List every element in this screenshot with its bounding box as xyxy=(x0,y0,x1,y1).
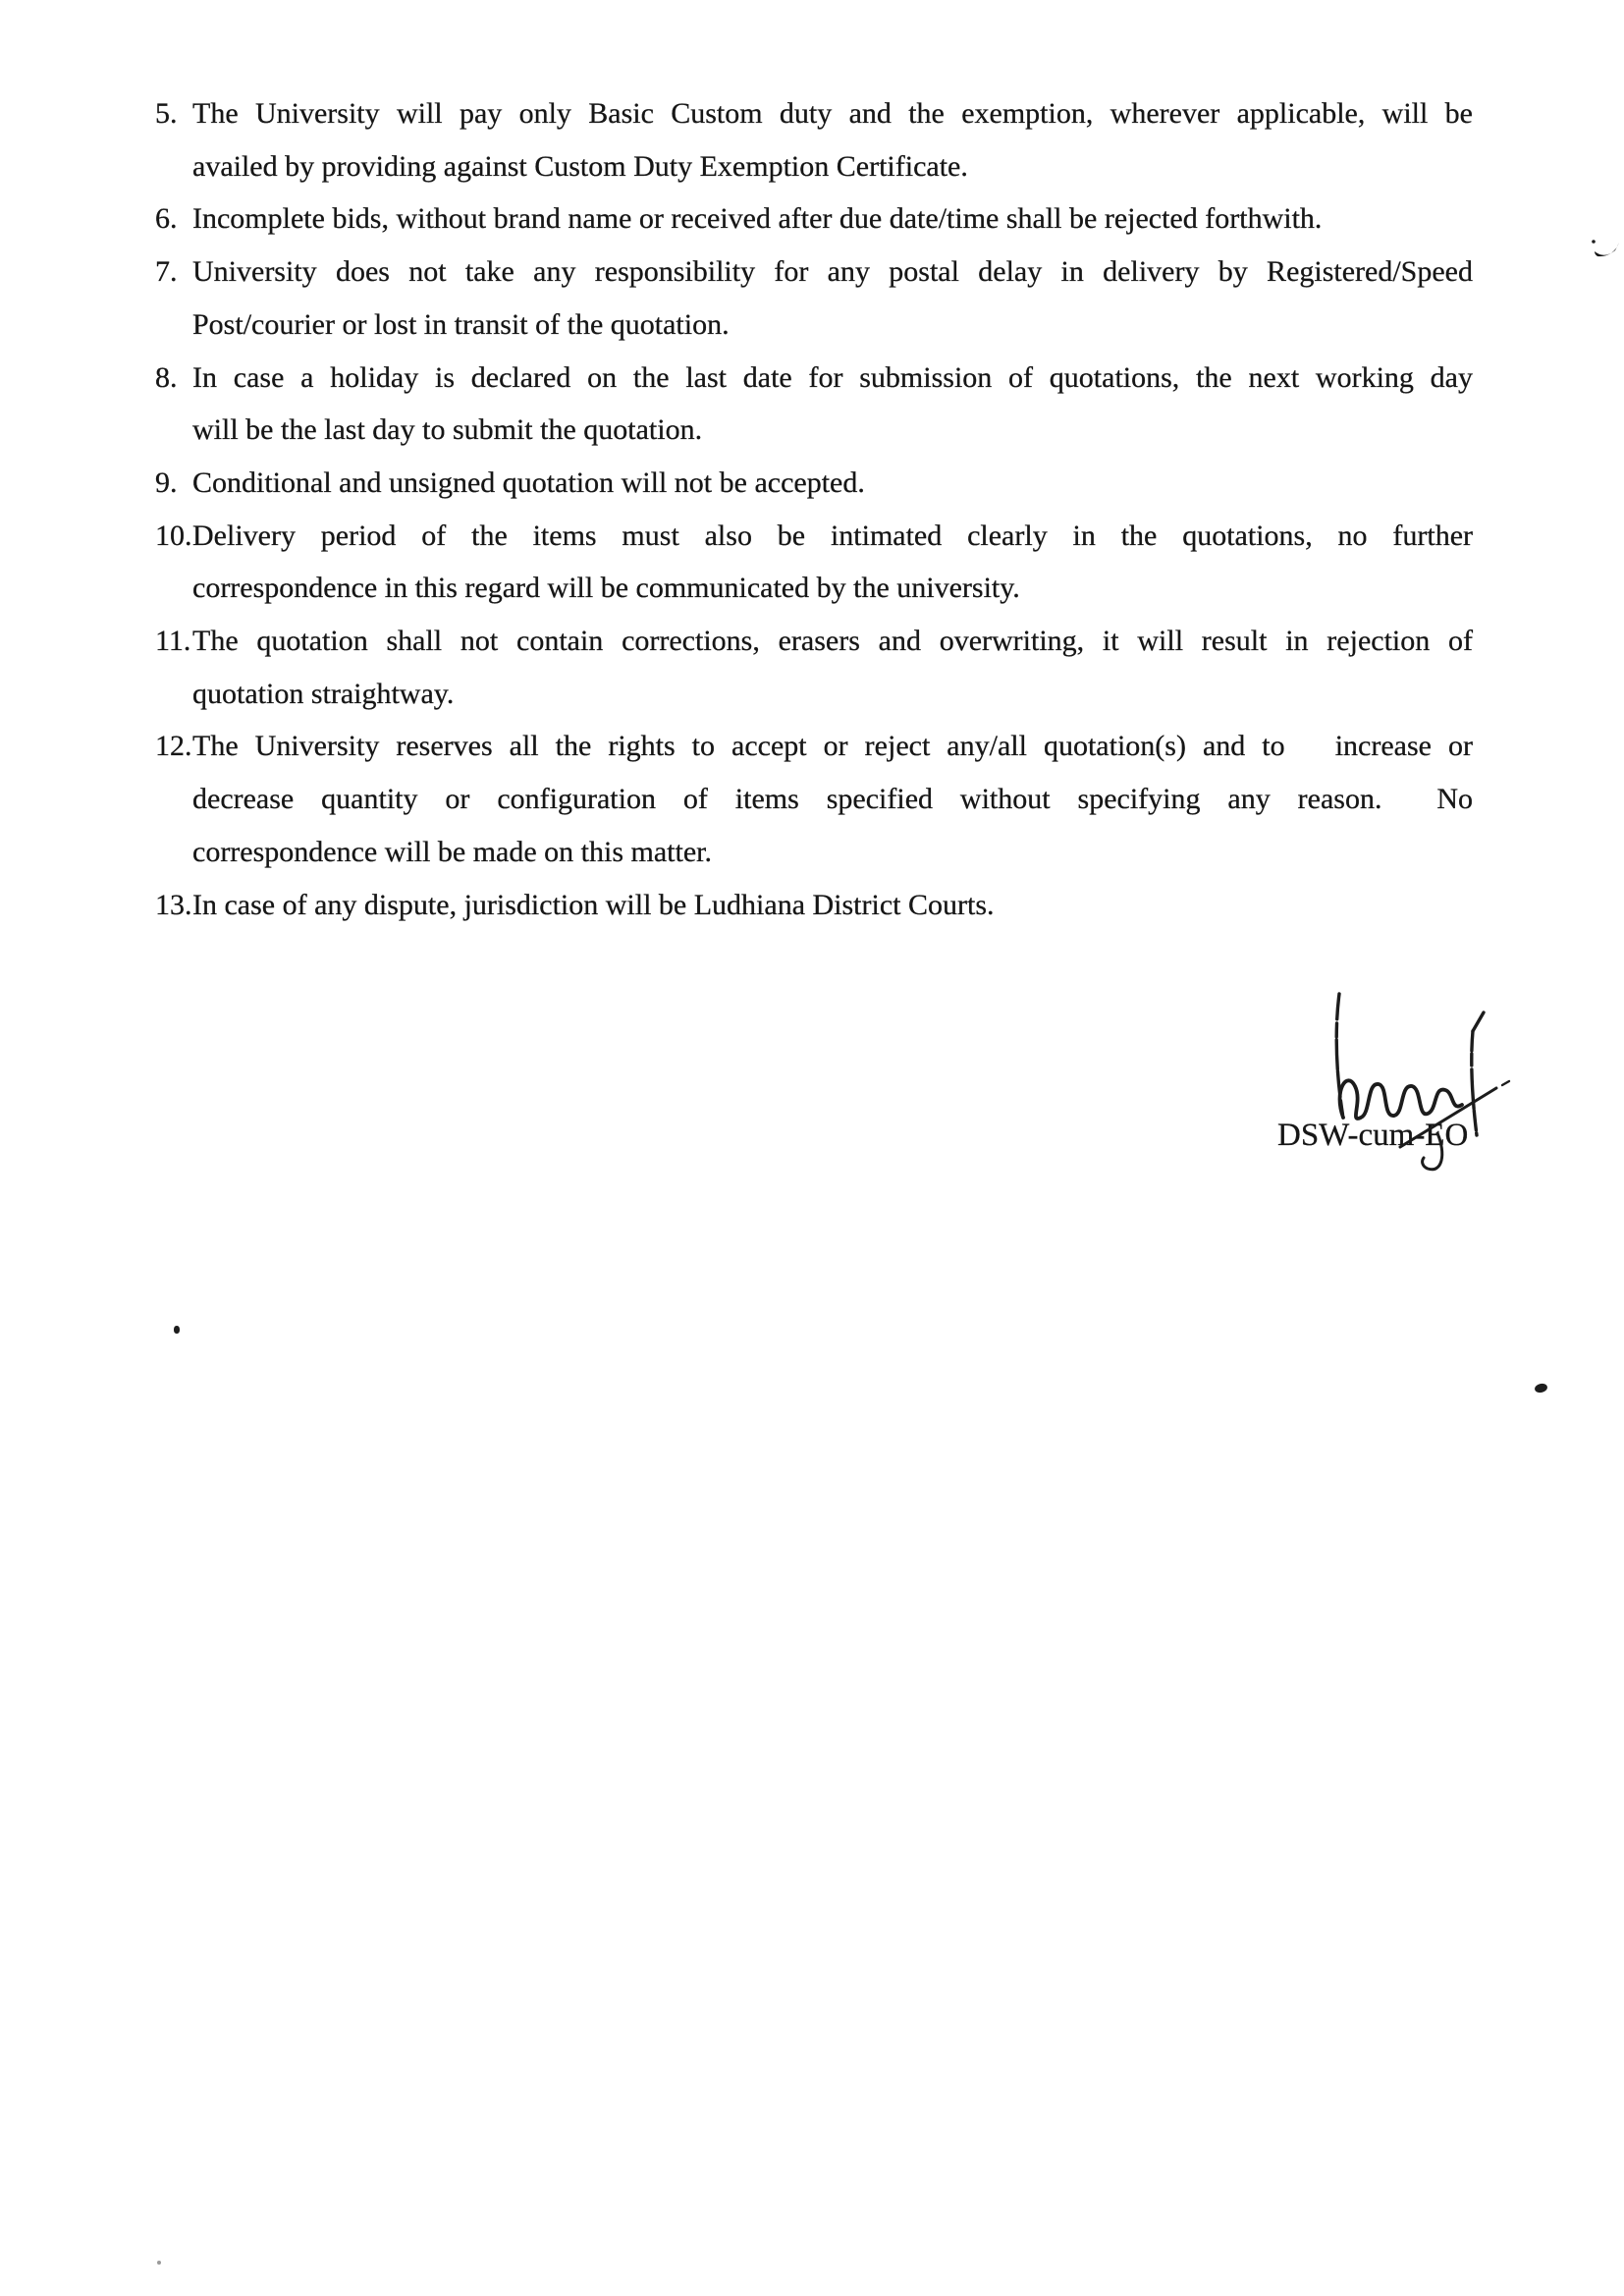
term-line-text: decrease quantity or configuration of items specified without specifying any reason. No xyxy=(192,783,1473,816)
signature-scribble-icon xyxy=(1314,980,1522,1184)
ink-speck-icon xyxy=(1534,1383,1548,1394)
item-number: 9. xyxy=(155,465,178,499)
term-line-text: correspondence in this regard will be communicated by the university. xyxy=(192,572,1020,605)
term-line xyxy=(153,510,1473,563)
list-item xyxy=(153,879,1473,932)
term-line xyxy=(153,404,1473,457)
term-line-text: In case a holiday is declared on the last date for submission of quotations, the next working day xyxy=(192,360,1473,394)
list-item xyxy=(153,87,1473,192)
list-item xyxy=(153,615,1473,720)
term-line-text: will be the last day to submit the quotation. xyxy=(192,413,703,447)
item-number: 8. xyxy=(155,360,178,394)
term-line-text: University does not take any responsibility for any postal delay in delivery by Registered/Speed xyxy=(192,255,1473,289)
term-line-text: Incomplete bids, without brand name or received after due date/time shall be rejected forthwith. xyxy=(192,202,1323,236)
signature-title: DSW-cum-EO xyxy=(1277,1118,1469,1153)
term-line xyxy=(153,720,1473,773)
term-line xyxy=(153,826,1473,879)
term-line-text: Conditional and unsigned quotation will not be accepted. xyxy=(192,465,865,499)
term-line xyxy=(153,246,1473,299)
list-item xyxy=(153,457,1473,510)
term-line-text: correspondence will be made on this matter. xyxy=(192,835,712,868)
item-number: 6. xyxy=(155,202,178,236)
term-line-text: quotation straightway. xyxy=(192,677,455,710)
term-line xyxy=(153,773,1473,826)
list-item xyxy=(153,720,1473,878)
item-number: 10. xyxy=(155,519,192,552)
term-line xyxy=(153,457,1473,510)
term-line xyxy=(153,668,1473,721)
term-line xyxy=(153,87,1473,140)
terms-list xyxy=(153,87,1473,931)
list-item xyxy=(153,192,1473,246)
ink-smudge-icon xyxy=(1589,234,1622,261)
term-line xyxy=(153,352,1473,405)
list-item xyxy=(153,246,1473,351)
term-line-text: In case of any dispute, jurisdiction will be Ludhiana District Courts. xyxy=(192,888,995,921)
ink-speck-icon xyxy=(174,1326,180,1334)
term-line-text: availed by providing against Custom Duty Exemption Certificate. xyxy=(192,149,968,183)
term-line xyxy=(153,562,1473,615)
item-number: 5. xyxy=(155,97,178,130)
term-line-text: Post/courier or lost in transit of the quotation. xyxy=(192,307,730,341)
term-line-text: The University reserves all the rights to accept or reject any/all quotation(s) and to increase or xyxy=(192,730,1473,763)
term-line xyxy=(153,879,1473,932)
item-number: 12. xyxy=(155,730,192,763)
term-line xyxy=(153,299,1473,352)
term-line xyxy=(153,192,1473,246)
term-line xyxy=(153,140,1473,193)
list-item xyxy=(153,510,1473,615)
item-number: 13. xyxy=(155,888,192,921)
ink-speck-icon xyxy=(157,2261,161,2265)
list-item xyxy=(153,352,1473,457)
item-number: 11. xyxy=(155,625,191,658)
term-line-text: Delivery period of the items must also be intimated clearly in the quotations, no further xyxy=(192,519,1473,552)
term-line-text: The University will pay only Basic Custom duty and the exemption, wherever applicable, will be xyxy=(192,97,1473,130)
item-number: 7. xyxy=(155,255,178,289)
term-line-text: The quotation shall not contain corrections, erasers and overwriting, it will result in rejection of xyxy=(192,625,1473,658)
term-line xyxy=(153,615,1473,668)
